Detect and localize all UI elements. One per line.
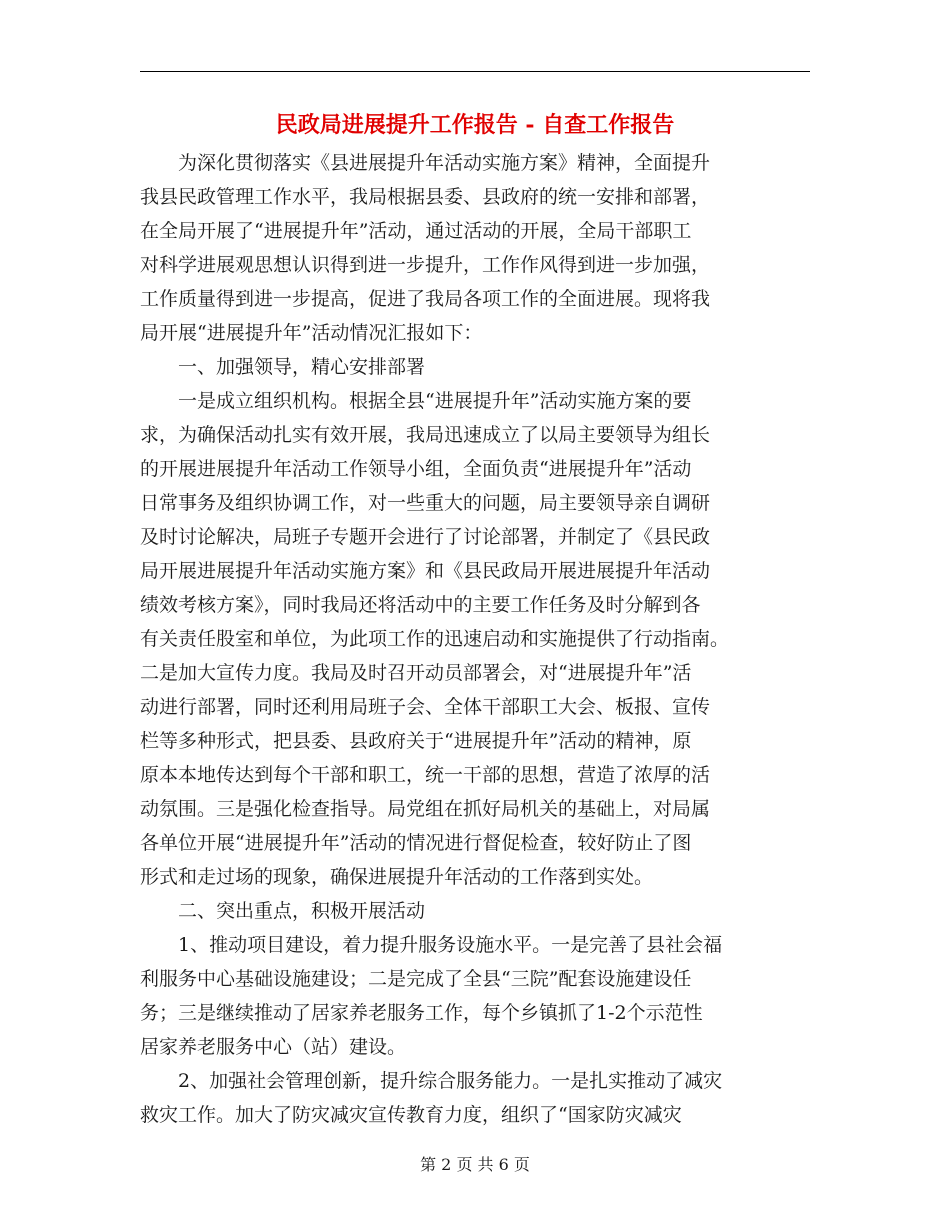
text-line: 局开展进展提升年活动实施方案》和《县民政局开展进展提升年活动	[140, 560, 711, 582]
header-rule	[140, 71, 810, 72]
text-line: 在全局开展了“进展提升年”活动，通过活动的开展，全局干部职工	[140, 220, 692, 242]
text-line: 原本本地传达到每个干部和职工，统一干部的思想，营造了浓厚的活	[140, 764, 711, 786]
text-line: 1、推动项目建设，着力提升服务设施水平。一是完善了县社会福	[140, 934, 723, 956]
text-line: 我县民政管理工作水平，我局根据县委、县政府的统一安排和部署，	[140, 186, 711, 208]
text-line: 救灾工作。加大了防灾减灾宣传教育力度，组织了“国家防灾减灾	[140, 1104, 682, 1126]
text-line: 工作质量得到进一步提高，促进了我局各项工作的全面进展。现将我	[140, 288, 711, 310]
text-line: 及时讨论解决，局班子专题开会进行了讨论部署，并制定了《县民政	[140, 526, 711, 548]
text-line: 务；三是继续推动了居家养老服务工作，每个乡镇抓了1-2个示范性	[140, 1002, 703, 1024]
text-line: 二、突出重点，积极开展活动	[140, 900, 426, 922]
text-line: 2、加强社会管理创新，提升综合服务能力。一是扎实推动了减灾	[140, 1070, 723, 1092]
document-body	[140, 146, 810, 1132]
text-line: 动进行部署，同时还利用局班子会、全体干部职工大会、板报、宣传	[140, 696, 711, 718]
document-title: 民政局进展提升工作报告 - 自查工作报告	[275, 112, 675, 138]
text-line: 为深化贯彻落实《县进展提升年活动实施方案》精神，全面提升	[140, 152, 711, 174]
text-line: 各单位开展“进展提升年”活动的情况进行督促检查，较好防止了图	[140, 832, 692, 854]
text-line: 栏等多种形式，把县委、县政府关于“进展提升年”活动的精神，原	[140, 730, 692, 752]
text-line: 二是加大宣传力度。我局及时召开动员部署会，对“进展提升年”活	[140, 662, 692, 684]
text-line: 利服务中心基础设施建设；二是完成了全县“三院”配套设施建设任	[140, 968, 692, 990]
text-line: 有关责任股室和单位，为此项工作的迅速启动和实施提供了行动指南。	[140, 628, 730, 650]
text-line: 动氛围。三是强化检查指导。局党组在抓好局机关的基础上，对局属	[140, 798, 711, 820]
text-line: 对科学进展观思想认识得到进一步提升，工作作风得到进一步加强，	[140, 254, 711, 276]
text-line: 一、加强领导，精心安排部署	[140, 356, 426, 378]
text-line: 绩效考核方案》，同时我局还将活动中的主要工作任务及时分解到各	[140, 594, 701, 616]
text-line: 一是成立组织机构。根据全县“进展提升年”活动实施方案的要	[140, 390, 692, 412]
text-line: 局开展“进展提升年”活动情况汇报如下：	[140, 322, 483, 344]
page-footer: 第 2 页 共 6 页	[420, 1155, 530, 1174]
text-line: 日常事务及组织协调工作，对一些重大的问题，局主要领导亲自调研	[140, 492, 711, 514]
text-line: 的开展进展提升年活动工作领导小组，全面负责“进展提升年”活动	[140, 458, 692, 480]
text-line: 形式和走过场的现象，确保进展提升年活动的工作落到实处。	[140, 866, 654, 888]
text-line: 求，为确保活动扎实有效开展，我局迅速成立了以局主要领导为组长	[140, 424, 711, 446]
text-line: 居家养老服务中心（站）建设。	[140, 1036, 407, 1058]
